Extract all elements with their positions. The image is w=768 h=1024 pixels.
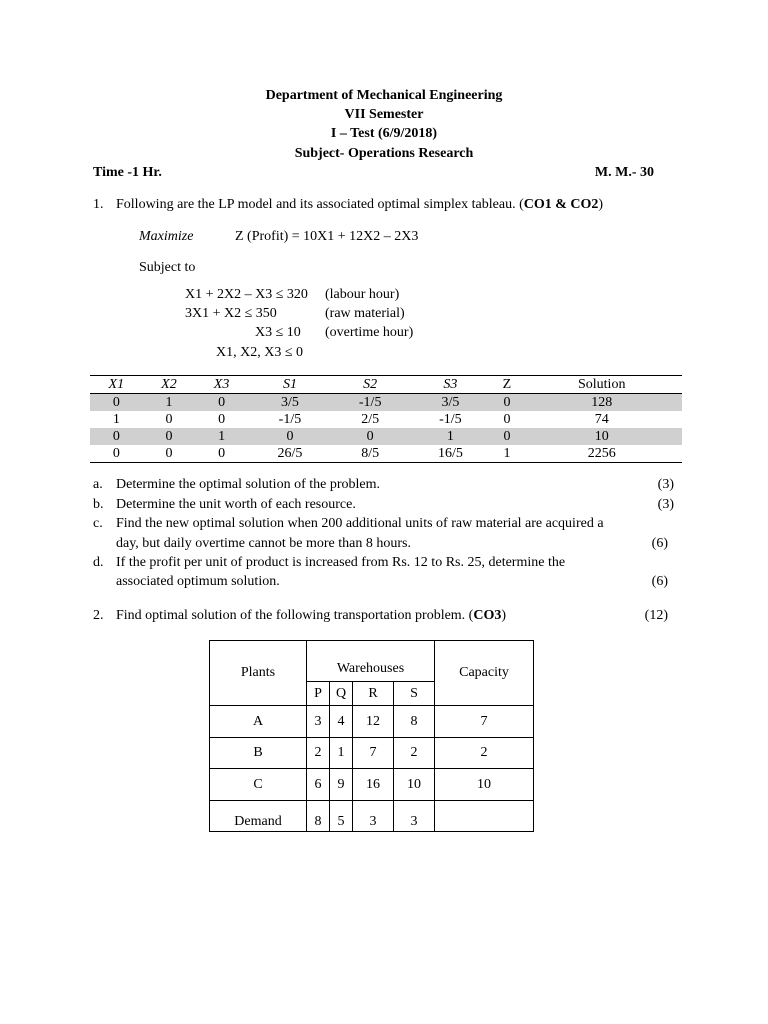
- cell: 0: [143, 428, 196, 445]
- part-b-marks: (3): [657, 497, 674, 512]
- capacity-empty-cell: [435, 801, 534, 832]
- q2-co: CO3: [473, 608, 502, 623]
- cost-cell: 3: [307, 706, 330, 738]
- part-a-text: Determine the optimal solution of the problem.: [116, 477, 380, 492]
- objective-function: [235, 229, 418, 245]
- cost-cell: 16: [353, 769, 394, 801]
- constraint-2-note: (raw material): [325, 306, 405, 321]
- part-a-marks: (3): [657, 477, 674, 492]
- cell: 1: [112, 412, 120, 427]
- cell: 1: [408, 428, 492, 445]
- constraint-1-note: (labour hour): [325, 287, 400, 302]
- plant-b: B: [210, 738, 307, 769]
- part-d-text: If the profit per unit of product is increased from Rs. 12 to Rs. 25, determine the: [116, 555, 566, 570]
- plant-c: C: [210, 769, 307, 801]
- cell: 0: [195, 445, 248, 463]
- maximize-label: Maximize: [139, 229, 194, 244]
- table-row: [90, 445, 682, 463]
- cost-cell: 4: [330, 706, 353, 738]
- constraint-3-note: (overtime hour): [325, 325, 414, 340]
- q1-number: 1.: [93, 197, 104, 212]
- cost-cell: 6: [307, 769, 330, 801]
- col-header: S2: [332, 376, 408, 394]
- warehouse-s: S: [394, 682, 435, 706]
- part-d-text-2: associated optimum solution.: [116, 574, 280, 589]
- demand-cell: 3: [353, 801, 394, 832]
- cell: 0: [165, 412, 173, 427]
- col-header: X1: [90, 376, 143, 394]
- capacity-header: Capacity: [435, 641, 534, 706]
- cost-cell: 9: [330, 769, 353, 801]
- cell: 2256: [521, 445, 682, 463]
- test-title: I – Test (6/9/2018): [330, 126, 438, 141]
- part-d-marks: (6): [651, 574, 668, 589]
- cell: 0: [195, 394, 248, 412]
- table-row: [210, 769, 534, 801]
- cell: 0: [503, 412, 511, 427]
- q1-statement: [116, 197, 603, 213]
- plant-a: A: [210, 706, 307, 738]
- cell: 3/5: [248, 394, 332, 412]
- subject-to: Subject to: [139, 260, 196, 275]
- time-allowed: Time -1 Hr.: [93, 165, 162, 180]
- nonnegativity: X1, X2, X3 ≤ 0: [216, 345, 304, 360]
- simplex-tableau: [90, 375, 682, 463]
- warehouses-header: Warehouses: [307, 641, 435, 682]
- cost-cell: 2: [307, 738, 330, 769]
- cost-cell: 1: [330, 738, 353, 769]
- table-row: [90, 428, 682, 445]
- capacity-cell: 10: [435, 769, 534, 801]
- cell: -1/5: [332, 394, 408, 412]
- part-c-text: Find the new optimal solution when 200 additional units of raw material are acquired a: [116, 516, 604, 531]
- table-row: [210, 738, 534, 769]
- q2-number: 2.: [93, 608, 104, 623]
- part-c-marks: (6): [651, 536, 668, 551]
- cell: 0: [90, 428, 143, 445]
- q2-statement: [116, 608, 506, 624]
- cell: 0: [248, 428, 332, 445]
- capacity-cell: 2: [435, 738, 534, 769]
- cell: 0: [90, 394, 143, 412]
- cell: 8/5: [332, 445, 408, 463]
- objective-text: Z (Profit) = 10X1 + 12X2 – 2X3: [235, 229, 419, 244]
- col-header: Z: [492, 376, 521, 394]
- constraint-2: 3X1 + X2 ≤ 350: [185, 306, 277, 321]
- col-header: X3: [195, 376, 248, 394]
- cell: 0: [218, 412, 226, 427]
- q1-co: CO1 & CO2: [523, 197, 599, 212]
- demand-label: Demand: [210, 801, 307, 832]
- cell: 10: [521, 428, 682, 445]
- q1-close: ): [598, 197, 604, 212]
- part-c-text-2: day, but daily overtime cannot be more than 8 hours.: [116, 536, 411, 551]
- table-row: [90, 411, 682, 428]
- table-row: [90, 394, 682, 412]
- cell: -1/5: [278, 412, 302, 427]
- cell: 0: [492, 394, 521, 412]
- department-title: Department of Mechanical Engineering: [265, 88, 503, 103]
- cost-cell: 8: [394, 706, 435, 738]
- cost-cell: 10: [394, 769, 435, 801]
- capacity-cell: 7: [435, 706, 534, 738]
- warehouse-q: Q: [330, 682, 353, 706]
- cell: 3/5: [408, 394, 492, 412]
- part-b-label: b.: [93, 497, 104, 512]
- subject: Subject- Operations Research: [294, 146, 474, 161]
- cell: 26/5: [248, 445, 332, 463]
- cell: 74: [594, 412, 609, 427]
- cell: 1: [195, 428, 248, 445]
- cost-cell: 2: [394, 738, 435, 769]
- cell: 0: [90, 445, 143, 463]
- q2-close: ): [501, 608, 507, 623]
- warehouse-r: R: [353, 682, 394, 706]
- q1-text: Following are the LP model and its associated optimal simplex tableau. (: [116, 197, 524, 212]
- constraint-3: X3 ≤ 10: [255, 325, 301, 340]
- cost-cell: 7: [353, 738, 394, 769]
- warehouse-p: P: [307, 682, 330, 706]
- cell: 1: [143, 394, 196, 412]
- q2-text: Find optimal solution of the following transportation problem. (: [116, 608, 474, 623]
- cell: 0: [492, 428, 521, 445]
- table-row: [210, 706, 534, 738]
- cell: -1/5: [439, 412, 462, 427]
- semester: VII Semester: [344, 107, 424, 122]
- demand-cell: 3: [394, 801, 435, 832]
- demand-cell: 5: [330, 801, 353, 832]
- part-c-label: c.: [93, 516, 103, 531]
- part-d-label: d.: [93, 555, 104, 570]
- part-b-text: Determine the unit worth of each resource.: [116, 497, 356, 512]
- transportation-table: [209, 640, 534, 832]
- q2-marks: (12): [644, 608, 668, 623]
- col-header: S3: [408, 376, 492, 394]
- cell: 0: [143, 445, 196, 463]
- demand-row: [210, 801, 534, 832]
- cell: 128: [521, 394, 682, 412]
- tableau-header: [90, 376, 682, 394]
- max-marks: M. M.- 30: [594, 165, 654, 180]
- part-a-label: a.: [93, 477, 103, 492]
- demand-cell: 8: [307, 801, 330, 832]
- cell: 2/5: [361, 412, 380, 427]
- cell: 1: [492, 445, 521, 463]
- col-header: Solution: [521, 376, 682, 394]
- cost-cell: 12: [353, 706, 394, 738]
- col-header: X2: [143, 376, 196, 394]
- constraint-1: X1 + 2X2 – X3 ≤ 320: [185, 287, 308, 302]
- plants-header: Plants: [210, 641, 307, 706]
- cell: 0: [332, 428, 408, 445]
- cell: 16/5: [408, 445, 492, 463]
- col-header: S1: [248, 376, 332, 394]
